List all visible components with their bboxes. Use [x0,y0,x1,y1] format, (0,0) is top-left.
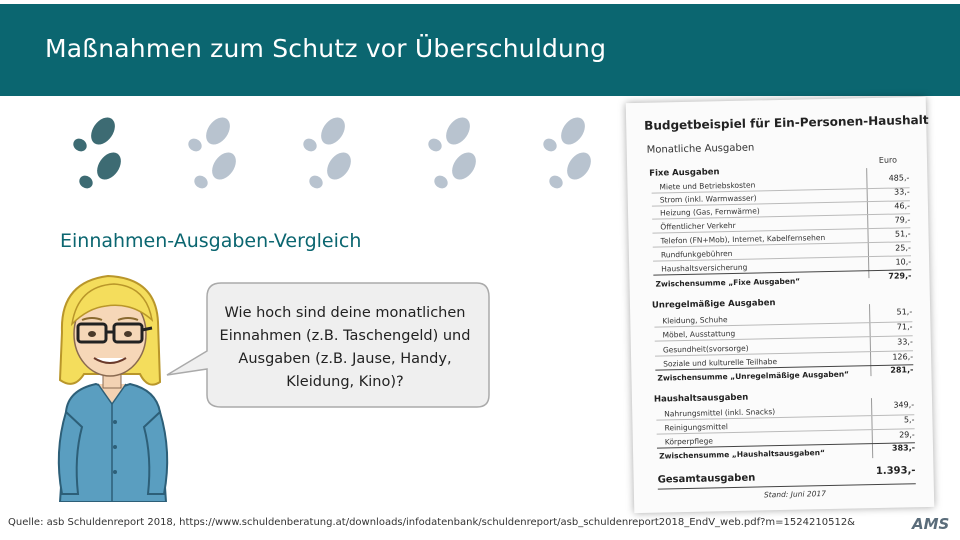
budget-value: 10,- [895,257,912,267]
budget-item: Heizung (Gas, Fernwärme) [659,206,760,218]
budget-subtotal-value: 729,- [888,271,912,281]
footprints-icon [415,114,485,199]
cartoon-person-illustration [48,262,178,502]
budget-item: Rundfunkgebühren [660,248,733,260]
budget-value: 349,- [893,400,915,410]
budget-item: Telefon (FN+Mob), Internet, Kabelfernsehen [660,233,826,246]
budget-value: 5,- [903,415,915,425]
budget-value: 33,- [897,337,913,347]
footprints-icon [175,114,245,199]
budget-value: 79,- [894,215,911,225]
logo-text: AMS [912,515,950,533]
budget-value: 29,- [899,430,915,440]
budget-item: Miete und Betriebskosten [659,180,756,192]
budget-item: Kleidung, Schuhe [662,315,728,326]
bubble-text: Wie hoch sind deine monatlichen Einnahmen (z.B. Taschengeld) und Ausgaben (z.B. Jause, Handy, Kleidung, Kino)? [219,305,471,390]
budget-value: 71,- [896,322,913,332]
budget-item: Reinigungsmittel [664,422,728,433]
fixed-heading: Fixe Ausgaben [649,167,720,179]
budget-subtotal-label: Zwischensumme „Fixe Ausgaben“ [655,276,801,289]
footprints-icon [530,114,600,199]
budget-item: Haushaltsversicherung [661,262,748,274]
budget-subtotal-label: Zwischensumme „Unregelmäßige Ausgaben“ [657,369,850,383]
budget-subtotal-value: 281,- [890,365,914,375]
budget-subtotal-label: Zwischensumme „Haushaltsausgaben“ [659,448,826,461]
budget-value: 126,- [892,352,914,362]
budget-subtotal-value: 383,- [891,443,916,453]
budget-total-value: 1.393,- [875,465,916,478]
budget-value: 33,- [893,187,910,197]
irregular-heading: Unregelmäßige Ausgaben [651,298,776,311]
budget-unit: Euro [878,155,898,165]
budget-total-label: Gesamtausgaben [657,472,756,486]
budget-item: Strom (inkl. Warmwasser) [659,193,757,205]
budget-value: 51,- [896,307,913,317]
budget-value: 485,- [888,173,910,183]
budget-item: Gesundheit(svorsorge) [662,343,749,355]
footprints-icon [290,114,360,199]
section-subtitle: Einnahmen-Ausgaben-Vergleich [60,230,362,252]
budget-title: Budgetbeispiel für Ein-Personen-Haushalt [644,112,929,133]
footprints-icon [60,114,130,199]
budget-stand: Stand: Juni 2017 [763,489,827,500]
budget-subtitle: Monatliche Ausgaben [646,142,755,156]
budget-item: Nahrungsmittel (inkl. Snacks) [664,407,776,419]
budget-item: Körperpflege [664,436,714,447]
budget-item: Öffentlicher Verkehr [660,220,736,232]
budget-item: Möbel, Ausstattung [662,328,736,340]
title-bar [0,4,960,96]
budget-value: 25,- [895,243,911,253]
budget-document [630,100,930,510]
household-heading: Haushaltsausgaben [653,392,749,405]
budget-sheet [626,97,935,513]
budget-item: Soziale und kulturelle Teilhabe [663,357,778,369]
budget-value: 46,- [894,201,911,211]
source-citation: Quelle: asb Schuldenreport 2018, https://www.schuldenberatung.at/downloads/infodatenbank/schuldenreport/asb_schuldenreport2018_EndV_web.pdf?m=1524210512& [8,517,855,528]
step-indicator [60,114,600,199]
slide-title: Maßnahmen zum Schutz vor Überschuldung [45,34,607,63]
budget-value: 51,- [894,229,911,239]
ams-logo [910,513,954,533]
